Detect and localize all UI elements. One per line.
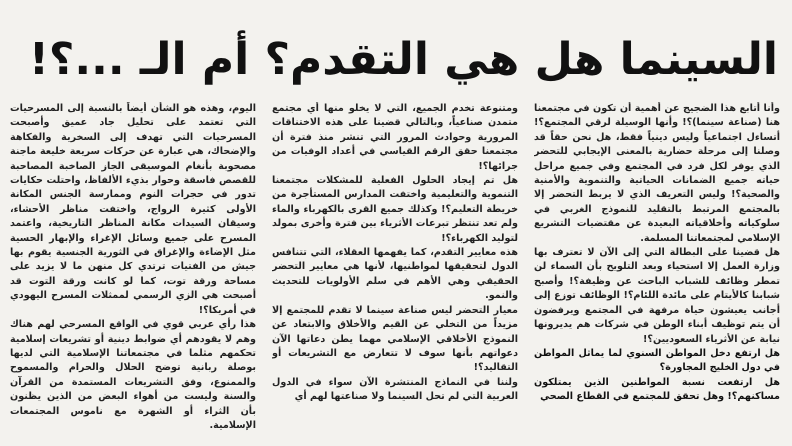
paragraph: هل تم إيجاد الحلول الفعلية للمشكلات مجتمعنا التنموية والتعليمية واختفت المدارس المستأجرة من خريطة التعليم؟! وكذلك جميع القرى بالكهرباء والماء ولم تعد تنتظر تبرعات الأثرياء بين فترة وأخرى بمولد لتوليد الكهرباء؟!	[272, 175, 518, 244]
paragraph: ولننا في النماذج المنتشرة الآن سواء في الدول العربية التي لم تحل السينما ولا صناعتها لهم أي	[272, 376, 518, 403]
paragraph: هل ارتفعت نسبة المواطنين الذين يمتلكون مساكنهم؟! وهل تحقق للمجتمع في القطاع الصحي	[534, 376, 780, 403]
paragraph: وأنا أتابع هذا الضجيج عن أهمية أن تكون في مجتمعنا هنا (صناعة سينما)؟! وأنها الوسيلة لرقي المجتمع؟! أتساءل اجتماعياً وليس دينياً فقط، هل نحن حقاً قد وصلنا إلى مرحلة حضارية بالمعنى الإيجابي للتحضر الذي يوفر لكل فرد في المجتمع وفي جميع مراحل حياته جميع الضمانات الحياتية والتنموية والأمنية والصحية؟! وليس التعريف الذي لا يربط التحضر إلا بالمجتمع المرتبط بالتقليد للنموذج الغربي في سلوكياته وأخلاقياته البعيدة عن مقتضيات التشريع الإسلامي لمجتمعاتنا المسلمة.	[534, 103, 780, 244]
paragraph: معيار التحضر ليس صناعة سينما لا تقدم للمجتمع إلا مزيداً من التخلي عن القيم والأخلاق والابتعاد عن النموذج الأخلاقي الإسلامي مهما يطن دعاتها الآن دعواتهم بأنها سوف لا تتعارض مع التشريعات أو التقاليد؟!	[272, 304, 518, 374]
article-headline: السينما هل هي التقدم؟ أم الـ ...؟!	[28, 34, 778, 85]
paragraph: هذه معايير التقدم، كما يفهمها العقلاء، التي تتنافس الدول لتحقيقها لمواطنيها، لأنها هي معايير التحضر الحقيقي وهي الأهم في سلم الأولويات للتحديث والنمو.	[272, 247, 518, 302]
article-column-left	[10, 102, 256, 446]
article-column-middle	[272, 102, 518, 446]
paragraph: ومتنوعة تخدم الجميع، التي لا يخلو منها أي مجتمع متمدن صناعياً، وبالتالي قضينا على هذه الاختناقات المرورية وحوادث المرور التي تنشر منذ فترة أن مجتمعنا حقق الرقم القياسي في أعداد الوفيات من جرائها؟!	[272, 103, 518, 172]
paragraph: هل ارتفع دخل المواطن السنوي لما يماثل المواطن في دول الخليج المجاورة؟	[534, 347, 780, 374]
article-columns	[10, 102, 780, 446]
paragraph: اليوم، وهذه هو الشأن أيضاً بالنسبة إلى المسرحيات التي تعتمد على تحليل جاد عميق وأصبحت المسرحيات التي تهدف إلى السخرية والفكاهة والإضحاك، هي عبارة عن حركات سريعة خليعة ماجنة مصحوبة بأنغام الموسيقى الجاز الصاخبة المصاحبة للقصص فاسقة وحوار بذيء الألفاظ، واحتلت حكايات تدور في حجرات النوم وممارسة الجنس المكانة الأولى كثيرة الرواج، واختفت مناظر الأحشاء، وسيقان السيدات مكانة المناظر التاريخية، واعتمد المسرح على جميع وسائل الإغراء والإبهار الحسية مثل الإضاءة والإغراق في الثورية الجنسية يقوم بها جيش من الفتيات ترتدي كل منهن ما لا يزيد على مساحة ورقة توت، كما لو كانت ورقة التوت قد أصبحت هي الزي الرسمي لممثلات المسرح اليهودي في أمريكا؟!	[10, 103, 256, 316]
article-column-right	[534, 102, 780, 446]
paragraph: هل قضينا على البطالة التي إلى الآن لا تعترف بها وزارة العمل إلا استحياء وبعد التلويح بأن السماء لن تمطر وظائف للشباب الباحث عن وظيفة؟! وأصبح شبابنا كالأيتام على مائدة اللئام؟! الوظائف توزع إلى أجانب يعيشون حياة مرفهة في المجتمع ويرفضون أن يتم توظيف أبناء الوطن في شركات هم يديرونها نيابة عن الأثرياء السعوديين؟!	[534, 247, 780, 345]
paragraph: هذا رأي عربي قوي في الواقع المسرحي لهم هناك وهم لا يقودهم أي ضوابط دينية أو تشريعات إسلامية تحكمهم مثلما في مجتمعاتنا الإسلامية التي لديها بوصلة ربانية توضح الحلال والحرام والمسموح والممنوع، وفق التشريعات المستمدة من القرآن والسنة وليست من أهواء البعض من الذين يظنون بأن الثراء أو الشهرة مع ناموس المجتمعات الإسلامية.	[10, 319, 256, 431]
